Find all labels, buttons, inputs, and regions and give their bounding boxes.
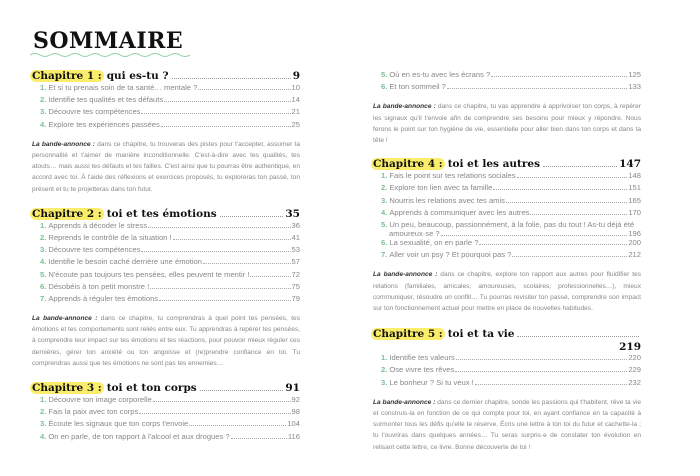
item-number: 4. [40,119,47,129]
dot-leader [543,166,617,167]
toc-item[interactable] [373,353,641,365]
chapter-title: toi et ta vie [447,328,515,341]
item-number: 3. [381,377,388,387]
chapter-teaser [373,269,641,314]
toc-item[interactable] [32,419,300,431]
item-page: 170 [628,207,641,217]
toc-item[interactable] [373,171,641,183]
dot-leader [250,276,290,277]
chapter-page: 35 [285,207,300,220]
item-page: 36 [291,220,300,230]
dot-leader [150,288,290,289]
teaser-label: La bande-annonce : [373,103,436,111]
item-page: 165 [628,195,641,205]
item-page: 148 [628,171,641,181]
item-page: 79 [291,293,300,303]
dot-leader [441,235,628,236]
dot-leader [475,384,628,385]
item-title-line2: amoureux·se ? [389,228,440,238]
item-title: Apprends à communiquer avec les autres [389,207,530,217]
item-title: Fais le point sur tes relations sociales [389,171,516,181]
chapter-title: toi et tes émotions [106,207,217,220]
item-number: 4. [381,207,388,217]
item-number: 5. [381,219,388,229]
item-page: 98 [291,407,300,417]
toc-item[interactable] [32,221,300,233]
item-title: Fais la paix avec ton corps [48,407,139,417]
dot-leader [512,256,627,257]
item-number: 6. [40,281,47,291]
item-number: 3. [40,245,47,255]
item-title: Explore ton lien avec ta famille [389,183,493,193]
chapter-label: Chapitre 3 : [32,382,102,395]
item-page: 57 [291,257,300,267]
item-number: 5. [40,269,47,279]
toc-item[interactable] [32,294,300,306]
item-number: 3. [40,107,47,117]
item-number: 2. [381,365,388,375]
chapter-label: Chapitre 2 : [32,207,102,220]
item-title: Explore tes expériences passées [48,119,160,129]
chapter-label: Chapitre 4 : [373,158,443,171]
toc-item[interactable] [373,365,641,377]
item-title: Où en es-tu avec les écrans ? [389,70,491,79]
item-number: 1. [381,171,388,181]
dot-leader [506,202,627,203]
dot-leader [173,239,291,240]
item-page: 75 [291,281,300,291]
dot-leader [220,216,284,217]
teaser-text: dans ce chapitre, tu trouveras des pistes pour t'accepter, assumer ta personnalité et t'aimer de manière inconditionnelle. C'est-à-dire avec tes qualités, tes atouts… mais aussi tes défauts et tes failles. C'est ainsi que tu pourras être authentique, en accord avec toi. À l'aide des réflexions et exercices proposés, tu exploreras ton passé, ton présent et tu te projetteras dans ton futur. [32,140,300,193]
dot-leader [231,438,287,439]
item-page: 53 [291,245,300,255]
item-title: Identifie tes valeurs [389,353,455,363]
teaser-text: dans ce dernier chapitre, sonde les passions qui t'habitent, rêve ta vie et construis-la en fonction de ce qui compte pour toi, en ayant confiance en ta capacité à surmonter tous les défis qu'elle te réserve. Écris une lettre à ton toi du futur et cachette-la ; tu l'ouvriras dans quelques années… Tu seras surpris·e de constater ton évolution en relisant cette lettre, ce livre. Bonne découverte de toi ! [373,398,641,451]
item-page: 72 [291,269,300,279]
item-number: 7. [381,250,388,260]
toc-item[interactable] [373,82,641,94]
dot-leader [164,101,290,102]
dot-leader [455,371,627,372]
item-title: Un peu, beaucoup, passionnément, à la folie, pas du tout ! As-tu déjà été [389,219,635,229]
item-page: 133 [628,82,641,92]
chapter-page: 219 [619,341,641,354]
item-title-continued [381,229,641,238]
teaser-label: La bande-annonce : [373,271,438,279]
dot-leader [479,244,627,245]
dot-leader [141,113,290,114]
right-column [373,70,641,453]
toc-item[interactable] [32,257,300,269]
chapter-page: 91 [285,382,300,395]
toc-item[interactable] [32,95,300,107]
item-title: N'écoute pas toujours tes pensées, elles peuvent te mentir ! [48,269,250,279]
chapter-teaser [373,101,641,146]
chapter-heading[interactable] [32,382,300,395]
item-title: Identifie tes qualités et tes défauts [48,95,164,105]
chapter-teaser [32,139,300,195]
item-title: Apprends à réguler tes émotions [48,293,159,303]
item-page: 125 [628,70,641,79]
toc-item[interactable] [373,183,641,195]
toc-item[interactable] [373,196,641,208]
item-page: 229 [628,365,641,375]
item-number: 4. [40,257,47,267]
item-page: 116 [287,431,300,441]
item-page: 200 [628,237,641,247]
item-page: 41 [291,232,300,242]
dot-leader [530,214,627,215]
item-number: 3. [40,419,47,429]
dot-leader [161,126,291,127]
teaser-label: La bande-annonce : [32,315,98,323]
item-title: Aller voir un psy ? Et pourquoi pas ? [389,250,512,260]
chapter-page: 9 [292,70,300,82]
chapter-teaser [373,397,641,453]
item-number: 4. [40,431,47,441]
item-title: Découvre tes compétences [48,107,141,117]
dot-leader [148,227,290,228]
item-title: Nourris les relations avec tes amis [389,195,505,205]
item-page: 92 [291,395,300,405]
item-title: La sexualité, on en parle ? [389,237,479,247]
item-number: 2. [40,232,47,242]
teaser-label: La bande-annonce : [32,140,95,148]
toc-item[interactable] [32,107,300,119]
dot-leader [141,251,290,252]
item-title: Découvre ton image corporelle [48,395,152,405]
item-page: 21 [291,107,300,117]
dot-leader [198,89,290,90]
chapter-title: toi et les autres [447,158,541,171]
item-number: 6. [381,237,388,247]
teaser-text: dans ce chapitre, tu comprendras à quel point tes pensées, tes émotions et tes comportements sont reliés entre eux. Tu apprendras à repérer tes pensées, à comprendre leur impact sur tes émotions et tes réactions, pour pouvoir mieux réguler ces dernières, gérer ton anxiété ou ton angoisse et (re)prendre confiance en toi. Tu comprendras aussi que tes émotions ne sont pas tes ennemies… [32,315,300,367]
item-number: 5. [381,70,388,79]
chapter-title: toi et ton corps [106,382,197,395]
chapter-label: Chapitre 5 : [373,328,443,341]
toc-item[interactable] [373,208,641,220]
chapter-label: Chapitre 1 : [32,70,102,82]
wavy-underline [30,52,190,58]
teaser-text: dans ce chapitre, tu vas apprendre à apprivoiser ton corps, à repérer les signaux qu'il t'envoie afin de comprendre ses besoins pour mieux y répondre. Nous ferons le point sur ton hygiène de vie, essentielle pour aller bien dans ton corps et dans ta tête ! [373,103,641,144]
item-number: 2. [40,95,47,105]
toc-item[interactable] [373,220,641,238]
dot-leader [189,425,286,426]
teaser-text: dans ce chapitre, explore ton rapport aux autres pour fluidifier tes relations (familiales, amicales, amoureuses, scolaires, professionnelles…), mieux communiquer, résoudre un conflit… Tu pourras revisiter ton passé, comprendre son impact sur ton fonctionnement actuel pour mettre en place de nouvelles habitudes. [373,271,642,312]
dot-leader [159,300,290,301]
item-title: Désobéis à ton petit monstre ! [48,281,150,291]
dot-leader [517,336,639,337]
toc-item[interactable] [32,432,300,444]
chapter-page: 147 [619,158,641,171]
item-page: 151 [628,183,641,193]
item-page: 14 [291,95,300,105]
item-title: Apprends à décoder le stress [48,220,148,230]
item-title: Ose vivre tes rêves [389,365,455,375]
dot-leader [153,401,291,402]
toc-item[interactable] [32,395,300,407]
item-title: Découvre tes compétences [48,245,141,255]
dot-leader [172,78,291,79]
item-title: Et ton sommeil ? [389,82,446,92]
item-number: 2. [381,183,388,193]
page-title: SOMMAIRE [33,28,184,54]
dot-leader [493,189,627,190]
item-page: 25 [291,119,300,129]
item-page: 10 [291,83,300,92]
item-number: 7. [40,293,47,303]
dot-leader [456,359,628,360]
toc-item[interactable] [32,245,300,257]
item-number: 1. [40,220,47,230]
item-number: 6. [381,82,388,92]
toc-item[interactable] [373,70,641,82]
chapter-heading[interactable] [373,158,641,171]
item-title: Écoute les signaux que ton corps t'envoie [48,419,189,429]
toc-item[interactable] [32,270,300,282]
toc-item[interactable] [32,83,300,95]
left-column [32,70,300,444]
dot-leader [203,263,291,264]
item-title: Identifie le besoin caché derrière une émotion [48,257,203,267]
dot-leader [491,76,627,77]
item-title: Le bonheur ? Si tu veux ! [389,377,474,387]
chapter-teaser [32,313,300,369]
item-title: Reprends le contrôle de la situation ! [48,232,172,242]
item-number: 1. [40,395,47,405]
dot-leader [139,413,290,414]
chapter-heading[interactable] [373,328,641,341]
item-number: 3. [381,195,388,205]
item-page: 220 [628,353,641,363]
item-page: 212 [628,250,641,260]
toc-item[interactable] [32,120,300,132]
toc-item[interactable] [373,378,641,390]
item-title: Et si tu prenais soin de ta santé… mentale ? [48,83,198,92]
item-number: 1. [40,83,47,92]
dot-leader [447,88,627,89]
toc-item[interactable] [32,282,300,294]
chapter-heading[interactable] [32,208,300,221]
item-page: 196 [628,228,641,238]
dot-leader [517,177,628,178]
toc-item[interactable] [32,233,300,245]
toc-item[interactable] [373,238,641,250]
teaser-label: La bande-annonce : [373,398,436,406]
chapter-title: qui es-tu ? [106,70,169,82]
item-page: 104 [287,419,300,429]
chapter-heading[interactable] [32,70,300,83]
toc-item[interactable] [373,250,641,262]
item-number: 2. [40,407,47,417]
dot-leader [200,390,284,391]
item-number: 1. [381,353,388,363]
item-title: On en parle, de ton rapport à l'alcool et aux drogues ? [48,431,230,441]
toc-item[interactable] [32,407,300,419]
item-page: 232 [628,377,641,387]
